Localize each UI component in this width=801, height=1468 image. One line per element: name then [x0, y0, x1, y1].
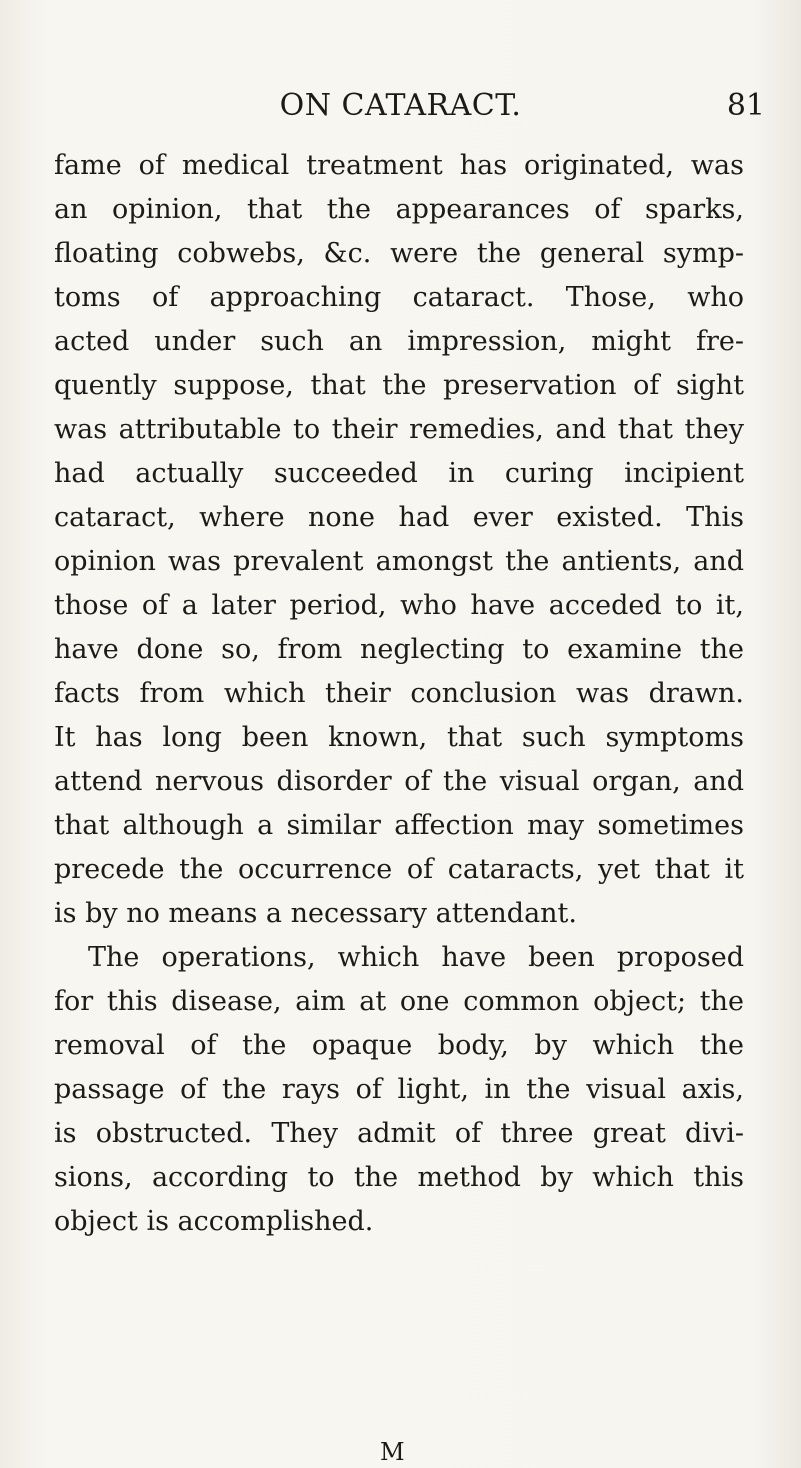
- text-line: attend nervous disorder of the visual organ, and: [54, 766, 744, 797]
- text-line: fame of medical treatment has originated, was: [54, 150, 744, 181]
- text-line-paragraph-start: The operations, which have been proposed: [88, 942, 744, 973]
- text-line: was attributable to their remedies, and that they: [54, 414, 744, 445]
- text-line: acted under such an impression, might fre-: [54, 326, 744, 357]
- text-line: for this disease, aim at one common object; the: [54, 986, 744, 1017]
- body-text: [54, 144, 744, 1244]
- text-line: facts from which their conclusion was drawn.: [54, 678, 744, 709]
- text-line: floating cobwebs, &c. were the general symp-: [54, 238, 744, 269]
- text-line: object is accomplished.: [54, 1206, 374, 1237]
- page-header: [0, 86, 801, 126]
- text-line: toms of approaching cataract. Those, who: [54, 282, 744, 313]
- text-line: quently suppose, that the preservation of sight: [54, 370, 744, 401]
- text-line: It has long been known, that such symptoms: [54, 722, 744, 753]
- running-title: ON CATARACT.: [279, 88, 522, 123]
- text-line: those of a later period, who have acceded to it,: [54, 590, 744, 621]
- text-line: have done so, from neglecting to examine the: [54, 634, 744, 665]
- text-line: had actually succeeded in curing incipient: [54, 458, 744, 489]
- text-line: opinion was prevalent amongst the antients, and: [54, 546, 744, 577]
- text-line: sions, according to the method by which this: [54, 1162, 744, 1193]
- text-line: cataract, where none had ever existed. This: [54, 502, 744, 533]
- text-line: precede the occurrence of cataracts, yet that it: [54, 854, 744, 885]
- signature-mark: M: [380, 1438, 405, 1466]
- text-line: is by no means a necessary attendant.: [54, 898, 577, 929]
- text-line: passage of the rays of light, in the visual axis,: [54, 1074, 744, 1105]
- page-number: 81: [726, 88, 765, 123]
- text-line: is obstructed. They admit of three great divi-: [54, 1118, 744, 1149]
- text-line: removal of the opaque body, by which the: [54, 1030, 744, 1061]
- text-line: an opinion, that the appearances of sparks,: [54, 194, 744, 225]
- text-line: that although a similar affection may sometimes: [54, 810, 744, 841]
